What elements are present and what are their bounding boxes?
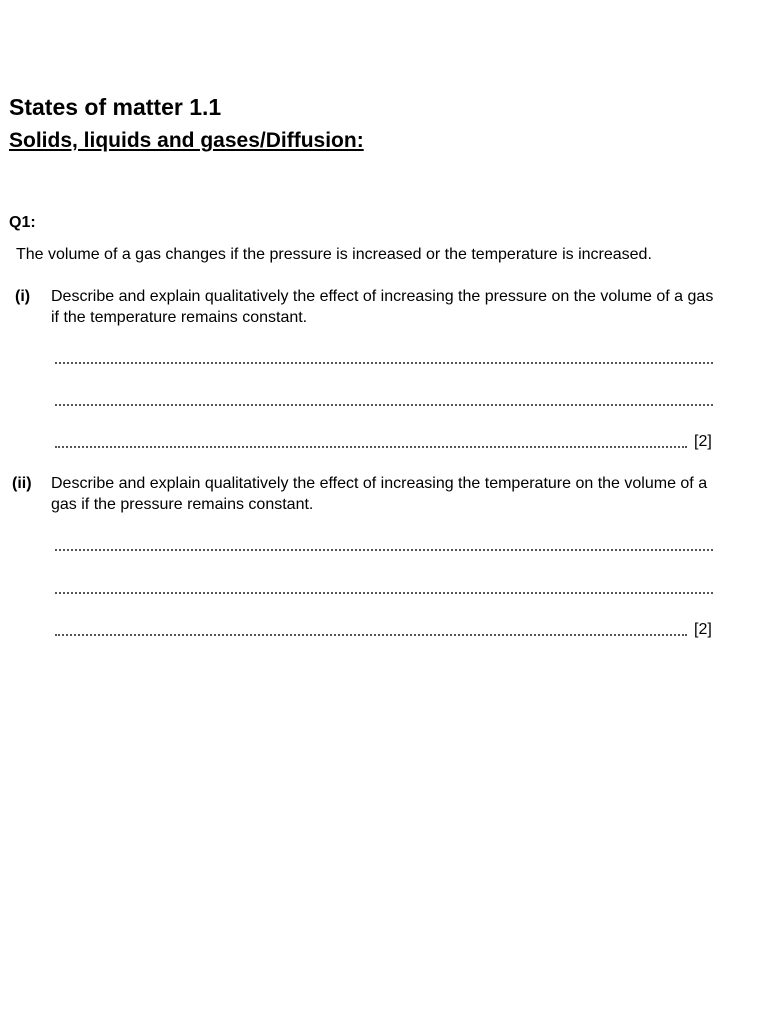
answer-line[interactable] (55, 547, 713, 551)
marks-label: [2] (694, 433, 712, 450)
question-stem: The volume of a gas changes if the pressure is increased or the temperature is increased. (16, 246, 652, 263)
part-number: (i) (15, 288, 31, 305)
page-subtitle: Solids, liquids and gases/Diffusion: (9, 129, 364, 152)
answer-line[interactable] (55, 444, 687, 448)
page-title: States of matter 1.1 (9, 94, 222, 120)
part-prompt: Describe and explain qualitatively the effect of increasing the temperature on the volume of a gas if the pressure remains constant. (51, 475, 708, 513)
part-number: (ii) (12, 475, 32, 492)
marks-label: [2] (694, 621, 712, 638)
answer-line[interactable] (55, 590, 713, 594)
answer-line[interactable] (55, 360, 713, 364)
question-label: Q1: (9, 214, 36, 231)
answer-line[interactable] (55, 402, 713, 406)
answer-line[interactable] (55, 632, 687, 636)
part-prompt: Describe and explain qualitatively the effect of increasing the pressure on the volume of a gas if the temperature remains constant. (51, 288, 714, 326)
